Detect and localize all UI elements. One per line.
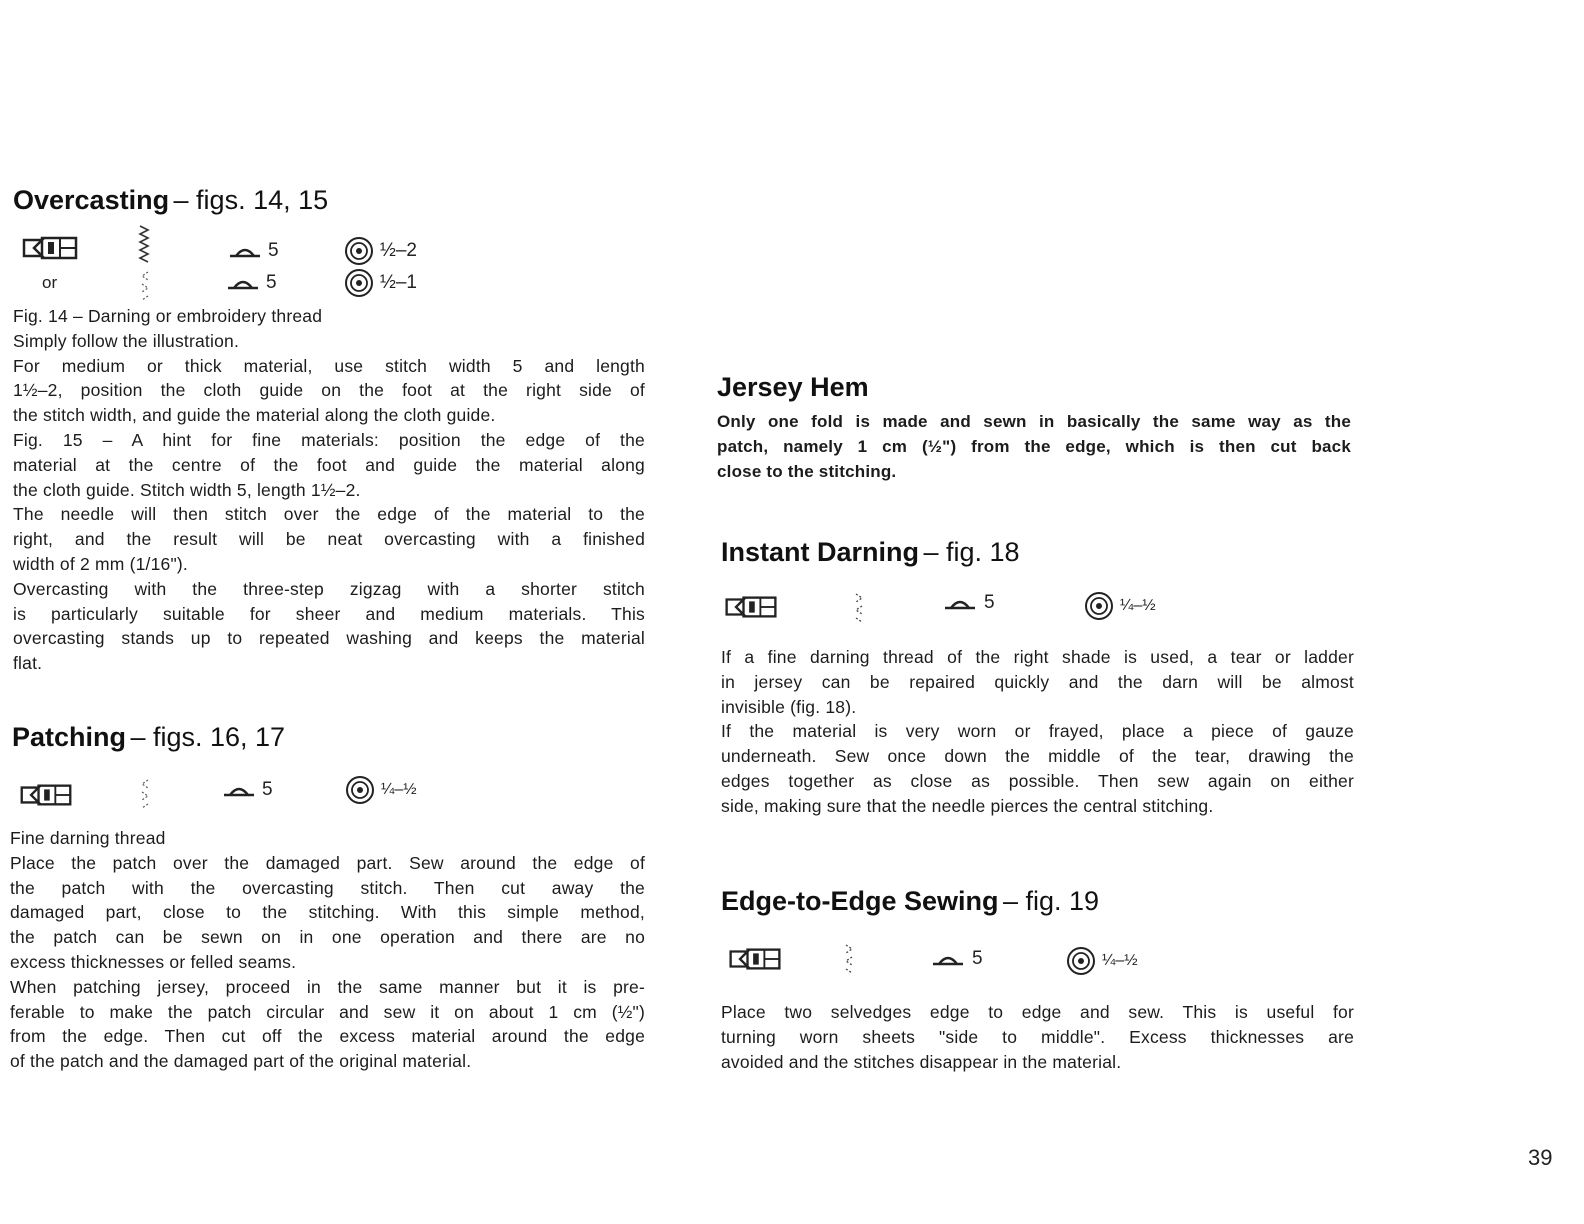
- text-line: is particularly suitable for sheer and medium materials. This: [13, 603, 645, 624]
- instant-darning-heading: [721, 537, 1020, 568]
- text-line: Fine darning thread: [10, 828, 166, 848]
- overcasting-body: [13, 304, 645, 676]
- text-line: Place the patch over the damaged part. Sew around the edge of: [10, 852, 645, 873]
- text-line: Only one fold is made and sewn in basically the same way as the: [717, 412, 1351, 431]
- stitch-length-icon: [222, 783, 256, 797]
- text-line: in jersey can be repaired quickly and the darn will be almost: [721, 671, 1354, 692]
- text-line: turning worn sheets "side to middle". Excess thicknesses are: [721, 1026, 1354, 1047]
- instant-darning-foot: [722, 592, 780, 622]
- zigzag-stitch-icon: [136, 224, 152, 264]
- tension-dial-icon: [344, 268, 374, 298]
- text-line: ferable to make the patch circular and sew it on about 1 cm (½"): [10, 1001, 645, 1022]
- text-line: side, making sure that the needle pierces the central stitching.: [721, 795, 1214, 816]
- sewing-foot-icon: [726, 944, 784, 974]
- patching-dial: ¼–½: [345, 775, 417, 805]
- instant-darning-title: Instant Darning: [721, 537, 920, 567]
- patching-title: Patching: [12, 722, 127, 752]
- text-line: the patch can be sewn on in one operation and there are no: [10, 927, 645, 948]
- text-line: For medium or thick material, use stitch width 5 and length: [13, 355, 645, 376]
- jersey-hem-body: [717, 410, 1351, 484]
- text-line: the cloth guide. Stitch width 5, length 1½–2.: [13, 479, 361, 500]
- patching-heading: [12, 722, 285, 753]
- edge-to-edge-title: Edge-to-Edge Sewing: [721, 886, 999, 916]
- overcasting-settings-row-1: [20, 232, 80, 264]
- sewing-foot-icon: [20, 232, 80, 264]
- edge-to-edge-heading: [721, 886, 1099, 917]
- jersey-hem-heading: [717, 372, 869, 403]
- or-label: or: [42, 273, 58, 292]
- three-step-zigzag-icon: [136, 270, 152, 302]
- overcasting-dial-2: ½–1: [344, 268, 417, 298]
- three-step-zigzag-icon: [840, 940, 856, 978]
- text-line: Fig. 14 – Darning or embroidery thread: [13, 306, 323, 326]
- text-line: right, and the result will be neat overcasting with a finished: [13, 529, 645, 550]
- tension-dial-icon: [345, 775, 375, 805]
- instant-darning-fig-ref: – fig. 18: [923, 537, 1020, 567]
- patching-body: [10, 826, 645, 1074]
- text-line: avoided and the stitches disappear in the material.: [721, 1051, 1122, 1072]
- overcasting-title: Overcasting: [13, 185, 170, 215]
- patching-foot: [18, 780, 74, 810]
- text-line: 1½–2, position the cloth guide on the foot at the right side of: [13, 380, 645, 401]
- text-line: width of 2 mm (1/16").: [13, 553, 188, 574]
- edge-to-edge-dial: ¼–½: [1066, 946, 1138, 976]
- instant-darning-body: [721, 645, 1354, 819]
- edge-to-edge-body: [721, 1000, 1354, 1074]
- tension-dial-icon: [1066, 946, 1096, 976]
- text-line: the patch with the overcasting stitch. Then cut away the: [10, 877, 645, 898]
- stitch-length-icon: [930, 952, 966, 966]
- edge-to-edge-fig-ref: – fig. 19: [1002, 886, 1100, 916]
- text-line: When patching jersey, proceed in the same manner but it is pre-: [10, 976, 645, 997]
- text-line: If a fine darning thread of the right shade is used, a tear or ladder: [721, 647, 1354, 667]
- jersey-hem-title: Jersey Hem: [717, 372, 869, 402]
- sewing-foot-icon: [722, 592, 780, 622]
- stitch-length-icon: [228, 244, 262, 258]
- text-line: from the edge. Then cut off the excess material around the edge: [10, 1026, 645, 1047]
- overcasting-length-2: 5: [226, 272, 277, 294]
- three-step-zigzag-icon: [136, 778, 152, 810]
- stitch-length-icon: [942, 596, 978, 610]
- instant-darning-dial: ¼–½: [1084, 591, 1156, 621]
- overcasting-dial-1: ½–2: [344, 236, 417, 266]
- text-line: invisible (fig. 18).: [721, 696, 857, 717]
- text-line: The needle will then stitch over the edge of the material to the: [13, 504, 645, 525]
- text-line: damaged part, close to the stitching. With this simple method,: [10, 902, 645, 923]
- text-line: Fig. 15 – A hint for fine materials: position the edge of the: [13, 429, 645, 450]
- patching-length: 5: [222, 779, 273, 801]
- instant-darning-length: 5: [942, 592, 995, 614]
- text-line: Overcasting with the three-step zigzag with a shorter stitch: [13, 578, 645, 599]
- tension-dial-icon: [344, 236, 374, 266]
- overcasting-length-1: 5: [228, 240, 279, 262]
- text-line: Simply follow the illustration.: [13, 330, 240, 351]
- text-line: Place two selvedges edge to edge and sew. This is useful for: [721, 1002, 1354, 1022]
- text-line: material at the centre of the foot and guide the material along: [13, 454, 645, 475]
- page-number: 39: [1528, 1145, 1553, 1170]
- text-line: overcasting stands up to repeated washing and keeps the material: [13, 628, 645, 649]
- edge-to-edge-foot: [726, 944, 784, 974]
- text-line: edges together as close as possible. Then sew again on either: [721, 770, 1354, 791]
- sewing-foot-icon: [18, 780, 74, 810]
- text-line: If the material is very worn or frayed, place a piece of gauze: [721, 721, 1354, 742]
- patching-fig-ref: – figs. 16, 17: [130, 722, 286, 752]
- stitch-length-icon: [226, 276, 260, 290]
- text-line: flat.: [13, 653, 43, 674]
- tension-dial-icon: [1084, 591, 1114, 621]
- text-line: excess thicknesses or felled seams.: [10, 951, 297, 972]
- overcasting-fig-ref: – figs. 14, 15: [173, 185, 329, 215]
- three-step-zigzag-icon: [850, 590, 866, 626]
- text-line: the stitch width, and guide the material along the cloth guide.: [13, 405, 496, 426]
- edge-to-edge-length: 5: [930, 948, 983, 970]
- text-line: underneath. Sew once down the middle of the tear, drawing the: [721, 746, 1354, 767]
- text-line: close to the stitching.: [717, 461, 897, 481]
- text-line: of the patch and the damaged part of the original material.: [10, 1051, 472, 1072]
- overcasting-heading: [13, 185, 328, 216]
- text-line: patch, namely 1 cm (½") from the edge, which is then cut back: [717, 436, 1351, 456]
